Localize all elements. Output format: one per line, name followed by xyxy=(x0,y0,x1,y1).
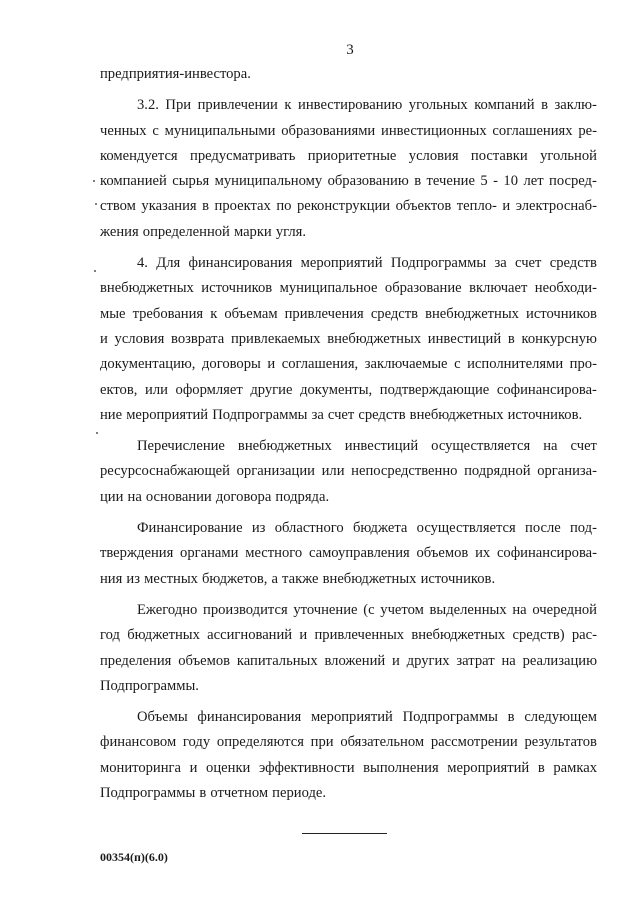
word: и xyxy=(189,759,198,776)
word: заклю- xyxy=(554,97,597,114)
paragraph xyxy=(100,434,597,510)
word: на xyxy=(543,438,558,455)
word: компанией xyxy=(100,173,167,190)
word: объемов xyxy=(416,545,469,562)
text-line xyxy=(100,93,597,118)
word: за xyxy=(311,406,324,423)
word: а xyxy=(271,570,278,587)
word: привлечения xyxy=(284,305,364,322)
text-line xyxy=(100,730,597,755)
word: договоры xyxy=(201,356,261,373)
paragraph xyxy=(100,251,597,428)
word: инвестиций xyxy=(344,438,419,455)
word: источников. xyxy=(420,570,496,587)
word: внебюджетных xyxy=(409,406,504,423)
word: подтверждающие xyxy=(379,381,490,398)
text-line xyxy=(100,119,597,144)
word: 3.2. xyxy=(137,97,159,114)
scan-speck xyxy=(94,270,96,272)
word: соглашения, xyxy=(281,356,359,373)
word: рас- xyxy=(571,627,597,644)
word: Подпрограммы xyxy=(390,255,487,272)
word: компаний xyxy=(474,97,535,114)
word: очередной xyxy=(532,601,597,618)
word: договора xyxy=(215,488,272,505)
word: Объемы xyxy=(137,709,188,726)
word: обязательном xyxy=(340,734,425,751)
word: и xyxy=(100,330,108,347)
word: мониторинга xyxy=(100,759,182,776)
word: выделенных xyxy=(429,601,507,618)
word: мероприятий xyxy=(300,255,383,272)
text-line xyxy=(100,403,597,428)
word: марки xyxy=(233,223,272,240)
text-line xyxy=(100,327,597,352)
word: внебюджетных xyxy=(411,627,506,644)
word: эффективности xyxy=(258,759,355,776)
word: финансовом xyxy=(100,734,177,751)
word: или xyxy=(145,381,168,398)
word: непосредственно xyxy=(351,463,458,480)
word: организации xyxy=(236,463,315,480)
word: внебюджетных xyxy=(322,570,417,587)
word: Финансирование xyxy=(137,520,243,537)
text-line xyxy=(100,144,597,169)
word: образованию xyxy=(327,173,409,190)
paragraph xyxy=(100,62,597,87)
word: к xyxy=(210,305,218,322)
word: ции xyxy=(100,488,124,505)
text-line xyxy=(100,705,597,730)
text-line xyxy=(100,62,597,87)
word: с xyxy=(152,122,159,139)
word: в xyxy=(537,759,545,776)
word: капитальных xyxy=(236,652,318,669)
word: году xyxy=(182,734,211,751)
word: сырья xyxy=(172,173,210,190)
word: счет xyxy=(515,255,542,272)
word: местного xyxy=(245,545,303,562)
word: мые xyxy=(100,305,126,322)
word: ресурсоснабжающей xyxy=(100,463,230,480)
word: Подпрограммы. xyxy=(100,677,199,694)
word: на xyxy=(501,652,516,669)
word: ством xyxy=(100,198,136,215)
word: и xyxy=(392,652,400,669)
word: и xyxy=(267,356,276,373)
word: инвестиционных xyxy=(381,122,487,139)
word: к xyxy=(284,97,292,114)
text-line xyxy=(100,194,597,219)
word: в xyxy=(199,785,207,802)
word: ре- xyxy=(578,122,597,139)
word: объектов xyxy=(395,198,452,215)
word: ния xyxy=(100,570,123,587)
word: осуществляется xyxy=(431,438,531,455)
word: соглашениях xyxy=(492,122,573,139)
word: посред- xyxy=(549,173,597,190)
word: документы, xyxy=(300,381,373,398)
text-line xyxy=(100,781,597,806)
word: вложений xyxy=(324,652,386,669)
word: под- xyxy=(570,520,597,537)
word: образованиями xyxy=(281,122,376,139)
word: источников xyxy=(526,305,597,322)
word: тверждения xyxy=(100,545,174,562)
word: Подпрограммы xyxy=(402,709,498,726)
word: ассигнований xyxy=(207,627,293,644)
text-line xyxy=(100,220,597,245)
word: затрат xyxy=(456,652,495,669)
text-line xyxy=(100,459,597,484)
word: муниципальное xyxy=(279,280,378,297)
word: финансирования xyxy=(197,709,302,726)
word: самоуправления xyxy=(308,545,410,562)
text-line xyxy=(100,598,597,623)
word: 4. xyxy=(137,255,148,272)
word: определенной xyxy=(142,223,230,240)
word: средств xyxy=(370,305,419,322)
word: следующем xyxy=(524,709,597,726)
word: угля. xyxy=(275,223,307,240)
word: муниципальному xyxy=(214,173,323,190)
word: привлеченных xyxy=(314,627,405,644)
word: Для xyxy=(156,255,181,272)
word: в xyxy=(202,198,210,215)
word: уточнение xyxy=(293,601,358,618)
word: на xyxy=(127,488,142,505)
word: подрядной xyxy=(464,463,531,480)
word: за xyxy=(494,255,507,272)
word: год xyxy=(100,627,120,644)
word: с xyxy=(454,356,461,373)
word: счет xyxy=(327,406,355,423)
word: проектах xyxy=(214,198,271,215)
scan-speck xyxy=(96,432,98,434)
word: ектов, xyxy=(100,381,138,398)
word: и xyxy=(502,198,511,215)
word: определяются xyxy=(216,734,304,751)
word: в xyxy=(507,709,515,726)
word: рамках xyxy=(553,759,597,776)
word: бюджета xyxy=(352,520,408,537)
word: привлекаемых xyxy=(230,330,321,347)
word: предусматривать xyxy=(190,147,296,164)
word: счет xyxy=(570,438,597,455)
word: исполнителями xyxy=(467,356,564,373)
word: муниципальными xyxy=(164,122,276,139)
word: мероприятий xyxy=(447,759,530,776)
word: документацию, xyxy=(100,356,196,373)
word: заключаемые xyxy=(364,356,448,373)
word: из xyxy=(126,570,140,587)
word: средств xyxy=(549,255,597,272)
word: рассмотрении xyxy=(430,734,518,751)
word: объемов xyxy=(178,652,231,669)
word: инвестированию xyxy=(298,97,403,114)
word: осуществляется xyxy=(416,520,516,537)
word: пределения xyxy=(100,652,172,669)
word: внебюджетных xyxy=(425,305,519,322)
paragraph xyxy=(100,598,597,699)
text-line xyxy=(100,378,597,403)
word: на xyxy=(512,601,527,618)
text-line xyxy=(100,434,597,459)
word: средств) xyxy=(512,627,565,644)
word: указания xyxy=(141,198,197,215)
word: источников xyxy=(201,280,273,297)
word: оформляет xyxy=(175,381,243,398)
word: местных xyxy=(144,570,198,587)
word: основании xyxy=(145,488,212,505)
word: лет xyxy=(523,173,544,190)
word: софинансирова- xyxy=(496,545,597,562)
word: - xyxy=(493,173,498,190)
scan-speck xyxy=(95,203,97,205)
word: (с xyxy=(363,601,375,618)
word: и xyxy=(299,627,308,644)
page-number: 3 xyxy=(346,42,354,58)
word: мероприятий xyxy=(310,709,393,726)
word: органами xyxy=(180,545,239,562)
word: выполнения xyxy=(363,759,439,776)
word: включает xyxy=(469,280,528,297)
word: мероприятий xyxy=(126,406,209,423)
word: в xyxy=(414,173,422,190)
word: жения xyxy=(100,223,139,240)
text-line xyxy=(100,649,597,674)
word: отчетном xyxy=(210,785,269,802)
word: оценки xyxy=(206,759,251,776)
text-line xyxy=(100,567,597,592)
word: приоритетные xyxy=(307,147,397,164)
word: комендуется xyxy=(100,147,178,164)
word: поставки xyxy=(470,147,528,164)
word: Ежегодно xyxy=(137,601,198,618)
word: угольных xyxy=(408,97,468,114)
word: внебюджетных xyxy=(237,438,332,455)
word: Подпрограммы xyxy=(212,406,308,423)
word: электроснаб- xyxy=(515,198,597,215)
text-line xyxy=(100,541,597,566)
word: При xyxy=(165,97,192,114)
text-line xyxy=(100,674,597,699)
text-line xyxy=(100,516,597,541)
word: привлечении xyxy=(197,97,278,114)
word: внебюджетных xyxy=(327,330,422,347)
text-line xyxy=(100,276,597,301)
word: в xyxy=(541,97,548,114)
word: периоде. xyxy=(272,785,326,802)
word: предприятия-инвестора. xyxy=(100,66,251,82)
word: внебюджетных xyxy=(100,280,194,297)
word: образование xyxy=(384,280,462,297)
word: объемам xyxy=(224,305,278,322)
word: областного xyxy=(274,520,344,537)
word: необходи- xyxy=(534,280,597,297)
word: конкурсную xyxy=(521,330,597,347)
word: софинансирова- xyxy=(496,381,597,398)
paragraph xyxy=(100,705,597,806)
scan-speck xyxy=(93,180,95,182)
word: 10 xyxy=(503,173,519,190)
word: про- xyxy=(569,356,597,373)
text-line xyxy=(100,169,597,194)
word: организа- xyxy=(537,463,597,480)
word: бюджетных xyxy=(127,627,200,644)
text-line xyxy=(100,623,597,648)
word: их xyxy=(475,545,491,562)
word: при xyxy=(310,734,334,751)
text-line xyxy=(100,352,597,377)
word: учетом xyxy=(380,601,424,618)
word: возврата xyxy=(171,330,225,347)
word: также xyxy=(282,570,319,587)
text-line xyxy=(100,302,597,327)
paragraph xyxy=(100,93,597,245)
word: по xyxy=(276,198,292,215)
word: в xyxy=(507,330,515,347)
word: реализацию xyxy=(522,652,597,669)
text-line xyxy=(100,485,597,510)
word: Подпрограммы xyxy=(100,785,196,802)
text-line xyxy=(100,756,597,781)
word: финансирования xyxy=(188,255,293,272)
document-code: 00354(п)(6.0) xyxy=(100,850,168,864)
word: после xyxy=(525,520,561,537)
word: ние xyxy=(100,406,123,423)
word: результатов xyxy=(524,734,597,751)
word: тепло- xyxy=(456,198,497,215)
paragraph xyxy=(100,516,597,592)
word: условия xyxy=(408,147,459,164)
word: других xyxy=(406,652,450,669)
word: инвестиций xyxy=(427,330,502,347)
document-body xyxy=(100,62,597,806)
word: ченных xyxy=(100,122,147,139)
text-line xyxy=(100,251,597,276)
word: 5 xyxy=(480,173,488,190)
word: из xyxy=(251,520,266,537)
word: требования xyxy=(132,305,204,322)
word: средств xyxy=(358,406,406,423)
word: реконструкции xyxy=(296,198,391,215)
word: подряда. xyxy=(275,488,330,505)
word: производится xyxy=(203,601,288,618)
word: угольной xyxy=(540,147,597,164)
word: Перечисление xyxy=(137,438,225,455)
word: течение xyxy=(426,173,475,190)
word: или xyxy=(321,463,345,480)
word: бюджетов, xyxy=(202,570,268,587)
footer-divider xyxy=(302,833,387,834)
word: условия xyxy=(114,330,165,347)
word: источников. xyxy=(507,406,583,423)
word: другие xyxy=(250,381,293,398)
